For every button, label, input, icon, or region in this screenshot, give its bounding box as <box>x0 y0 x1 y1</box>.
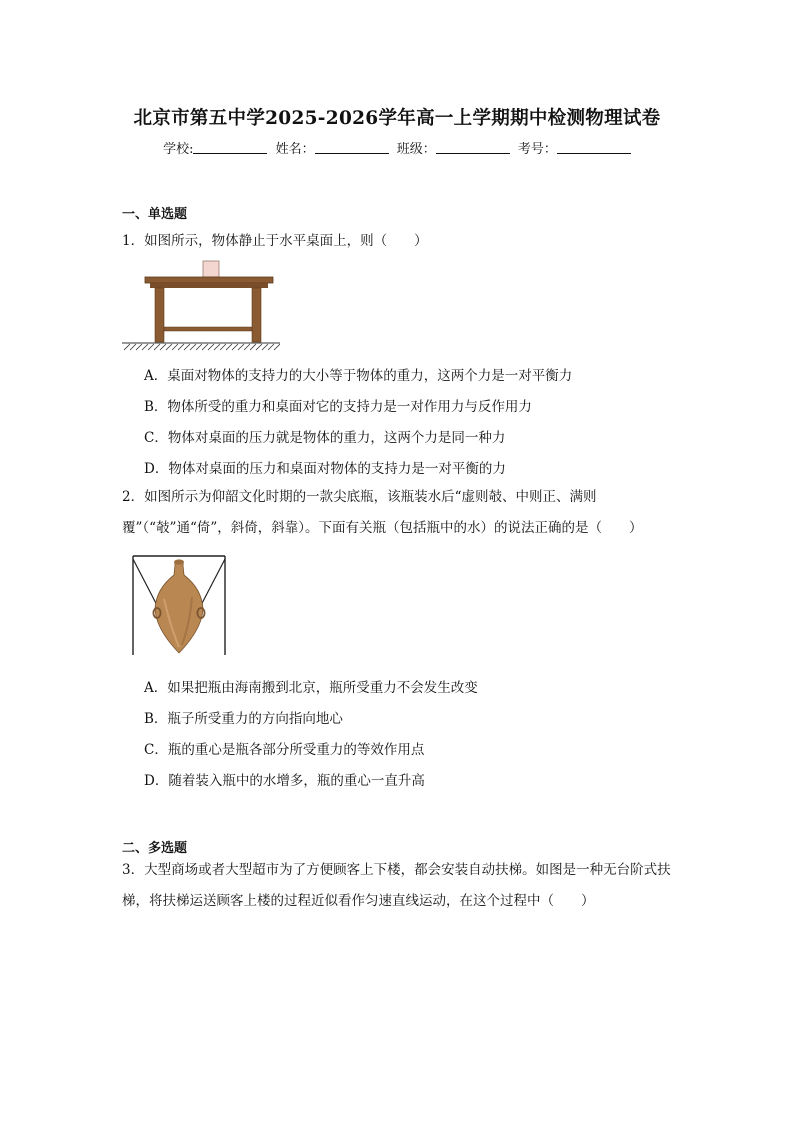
section-multiple-choice: 二、多选题 <box>122 841 188 856</box>
name-label: 姓名： <box>275 142 315 157</box>
school-label: 学校: <box>163 142 194 157</box>
section-single-choice: 一、单选题 <box>122 207 188 222</box>
question-1-option-a[interactable]: A．桌面对物体的支持力的大小等于物体的重力，这两个力是一对平衡力 <box>144 368 573 384</box>
class-label: 班级： <box>396 142 436 157</box>
exam-number-blank[interactable] <box>557 141 631 154</box>
figure-table <box>120 255 280 351</box>
name-blank[interactable] <box>315 141 389 154</box>
question-2-stem: 2．如图所示为仰韶文化时期的一款尖底瓶，该瓶装水后“虚则攲、中则正、满则覆”（“攲”通“倚”，斜倚，斜靠）。下面有关瓶（包括瓶中的水）的说法正确的是（ ） <box>122 489 643 536</box>
question-2-option-d[interactable]: D．随着装入瓶中的水增多，瓶的重心一直升高 <box>144 773 425 789</box>
question-1-option-b[interactable]: B．物体所受的重力和桌面对它的支持力是一对作用力与反作用力 <box>144 399 532 415</box>
question-1-option-c[interactable]: C．物体对桌面的压力就是物体的重力，这两个力是同一种力 <box>144 430 506 446</box>
question-2-option-a[interactable]: A．如果把瓶由海南搬到北京，瓶所受重力不会发生改变 <box>144 680 478 696</box>
class-blank[interactable] <box>436 141 510 154</box>
question-2-option-b[interactable]: B．瓶子所受重力的方向指向地心 <box>144 711 343 727</box>
question-1-option-d[interactable]: D．物体对桌面的压力和桌面对物体的支持力是一对平衡的力 <box>144 461 506 477</box>
question-2-option-c[interactable]: C．瓶的重心是瓶各部分所受重力的等效作用点 <box>144 742 425 758</box>
question-1-stem: 1．如图所示，物体静止于水平桌面上，则（ ） <box>122 233 428 249</box>
student-info-line <box>0 138 794 157</box>
figure-vase <box>130 553 228 657</box>
page-title: 北京市第五中学2025-2026学年高一上学期期中检测物理试卷 <box>133 108 661 129</box>
question-3-stem: 3．大型商场或者大型超市为了方便顾客上下楼，都会安装自动扶梯。如图是一种无台阶式扶梯，将扶梯运送顾客上楼的过程近似看作匀速直线运动，在这个过程中（ ） <box>122 862 671 909</box>
exam-number-label: 考号： <box>517 142 557 157</box>
school-blank[interactable] <box>193 141 267 154</box>
